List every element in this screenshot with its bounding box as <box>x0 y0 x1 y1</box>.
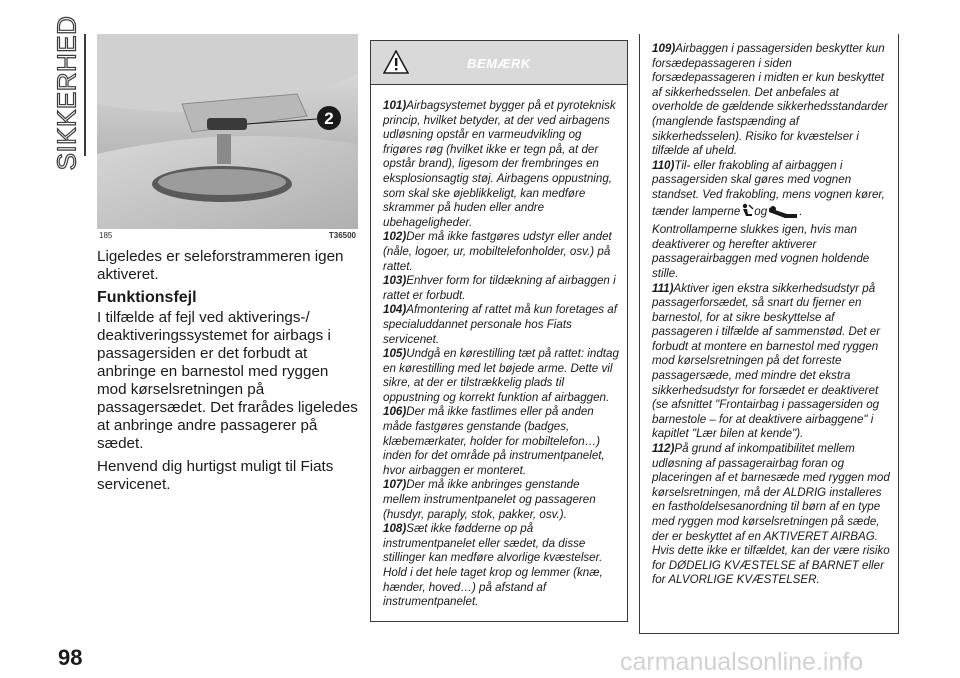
airbag-off-icon <box>767 205 799 224</box>
note-item-105: 105)Undgå en kørestilling tæt på rattet: indtag en kørestilling med let bøjede arme. Dette vil sikre, at der er tilstrækkelig plads til oppustning og korrekt funktion af airbaggen. <box>383 347 619 404</box>
note-item-102: 102)Der må ikke fastgøres udstyr eller andet (nåle, logoer, ur, mobiltelefonholder, osv.) på rattet. <box>383 230 612 273</box>
note-item-112: 112)På grund af inkompatibilitet mellem udløsning af passagerairbag foran og placeringen af et barnesæde med ryggen mod kørselsretningen, må der ALDRIG installeres en fastholdelsesanordning til børn af en type med ryggen mod kørselsretningen på sæde, der er beskyttet af en AKTIVERET AIRBAG. Hvis dette ikke er tilfældet, kan der være risiko for DØDELIG KVÆSTELSE af BARNET eller for ALVORLIGE KVÆSTELSER. <box>652 442 890 587</box>
note-list-continued <box>640 34 898 588</box>
figure-callout-2: 2 <box>324 109 334 128</box>
malfunction-heading: Funktionsfejl <box>97 289 197 306</box>
note-item-110: 110)Til- eller frakobling af airbaggen i passagersiden skal gøres med vognen standset. Ved frakobling, mens vognen kører, tænder lamperne og . Kontrollamperne slukkes igen, hvis man deaktiverer og herefter aktiverer passagerairbaggen med vognen holdende stille. <box>652 158 885 280</box>
note-item-107: 107)Der må ikke anbringes genstande mellem instrumentpanelet og passageren (husdyr, paraply, stok, pakker, osv.). <box>383 478 596 521</box>
left-column <box>97 248 362 499</box>
intro-paragraph: Ligeledes er seleforstrammeren igen aktiveret. <box>97 248 344 283</box>
figure-caption <box>97 229 358 243</box>
note-item-108: 108)Sæt ikke fødderne op på instrumentpanelet eller sædet, da disse stillinger kan medføre alvorlige kvæstelser. Hold i det hele taget krop og lemmer (knæ, hænder, hoved…) på afstand af instrumentpanelet. <box>383 522 603 609</box>
note-item-106: 106)Der må ikke fastlimes eller på anden måde fastgøres genstande (badges, klæbemærkater, holder for mobiltelefon…) inden for det område på instrumentpanelet, hvor airbaggen er monteret. <box>383 405 605 477</box>
note-item-103: 103)Enhver form for tildækning af airbaggen i rattet er forbudt. <box>383 274 616 302</box>
note-box-continued <box>639 34 899 634</box>
note-box <box>370 40 628 622</box>
section-title: SIKKERHED <box>51 15 82 171</box>
watermark: carmanualsonline.info <box>620 648 864 676</box>
note-header <box>371 41 627 85</box>
page-number: 98 <box>58 645 83 670</box>
figure-code: T36500 <box>328 231 356 240</box>
figure-number: 185 <box>99 231 113 240</box>
note-item-111: 111)Aktiver igen ekstra sikkerhedsudstyr på passagerforsædet, så snart du fjerner en barnestol, for at sikre beskyttelse af passageren i tilfælde af sammenstød. Det er forbudt at montere en barnestol med ryggen mod kørselsretningen på det forreste passagersæde, med mindre det ekstra sikkerhedsudstyr for forsædet er deaktiveret (se afsnittet "Frontairbag i passagersiden og barnestole – for at deaktivere airbaggene" i kapitlet "Lær bilen at kende"). <box>652 281 881 441</box>
service-paragraph: Henvend dig hurtigst muligt til Fiats servicenet. <box>97 458 334 493</box>
airbag-seat-icon <box>740 203 754 224</box>
malfunction-paragraph: I tilfælde af fejl ved aktiverings-/ deaktiveringssystemet for airbags i passagersiden er det forbudt at anbringe en barnestol med ryggen mod kørselsretningen på passagersædet. Det frarådes ligeledes at anbringe andre passagerer på sædet. <box>97 309 358 452</box>
note-item-104: 104)Afmontering af rattet må kun foretages af specialuddannet personale hos Fiats servicenet. <box>383 303 617 346</box>
overhead-console-illustration <box>97 34 358 229</box>
note-list <box>371 85 627 610</box>
note-item-109: 109)Airbaggen i passagersiden beskytter kun forsædepassageren i siden forsædepassageren i midten er kun beskyttet af sikkerhedsselen. Det anbefales at overholde de gældende sikkerhedsstandarder (manglende fastspænding af sikkerhedsselen). Risiko for kvæstelser i tilfælde af uheld. <box>652 42 888 158</box>
figure-photo <box>97 34 358 229</box>
note-title: BEMÆRK <box>467 56 531 71</box>
note-item-101: 101)Airbagsystemet bygger på et pyroteknisk princip, hvilket betyder, at der ved airbagens udløsning opstår en varmeudvikling og frigøres røg (hvilket ikke er tegn på, at der opstår brand), ligesom der frembringes en eksplosionsagtig støj. Airbagens oppustning, som skal ske øjeblikkeligt, kan medføre skrammer på huden eller andre ubehageligheder. <box>383 99 616 229</box>
section-divider <box>84 34 86 156</box>
section-title-tab <box>51 15 82 171</box>
